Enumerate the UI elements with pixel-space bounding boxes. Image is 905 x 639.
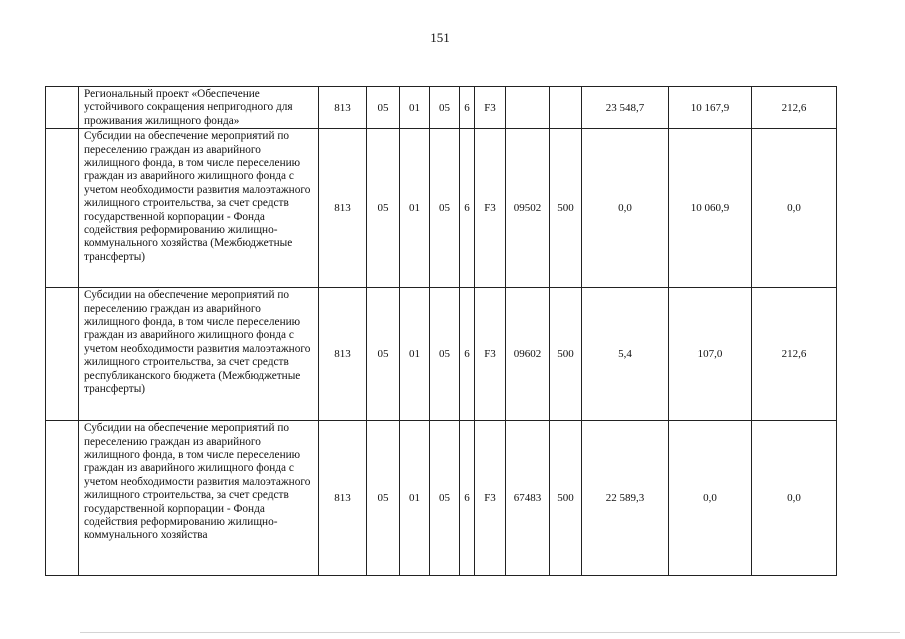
row-number-cell	[46, 421, 79, 576]
section-code-cell: 05	[367, 421, 400, 576]
section-code-cell: 05	[367, 87, 400, 129]
direction-code-cell: 67483	[506, 421, 550, 576]
row-number-cell	[46, 129, 79, 288]
subsection-code-cell: 01	[400, 288, 430, 421]
description-cell: Субсидии на обеспечение мероприятий по переселению граждан из аварийного жилищного фонда, в том числе переселению граждан из аварийного жилищного фонда с учетом необходимости развития малоэтажного жилищного строительства, за счет средств государственной корпорации - Фонда содействия реформированию жилищно-коммунального хозяйства	[79, 421, 319, 576]
direction-code-cell	[506, 87, 550, 129]
program-code-cell: 05	[430, 87, 460, 129]
row-number-cell	[46, 288, 79, 421]
table-row	[46, 129, 837, 288]
table-row	[46, 421, 837, 576]
description-cell: Субсидии на обеспечение мероприятий по переселению граждан из аварийного жилищного фонда, в том числе переселению граждан из аварийного жилищного фонда с учетом необходимости развития малоэтажного жилищного строительства, за счет средств республиканского бюджета (Межбюджетные трансферты)	[79, 288, 319, 421]
amount-3-cell: 212,6	[752, 87, 837, 129]
description-cell: Региональный проект «Обеспечение устойчивого сокращения непригодного для проживания жилищного фонда»	[79, 87, 319, 129]
ministry-code-cell: 813	[319, 421, 367, 576]
row-number-cell	[46, 87, 79, 129]
expense-type-cell: 500	[550, 129, 582, 288]
direction-code-cell: 09502	[506, 129, 550, 288]
expense-type-cell	[550, 87, 582, 129]
project-code-cell: F3	[475, 421, 506, 576]
amount-3-cell: 0,0	[752, 129, 837, 288]
amount-1-cell: 22 589,3	[582, 421, 669, 576]
ministry-code-cell: 813	[319, 87, 367, 129]
amount-1-cell: 0,0	[582, 129, 669, 288]
amount-2-cell: 0,0	[669, 421, 752, 576]
subsection-code-cell: 01	[400, 421, 430, 576]
scan-artifact-line	[80, 632, 900, 633]
subprogram-code-cell: 6	[460, 87, 475, 129]
amount-2-cell: 10 167,9	[669, 87, 752, 129]
amount-3-cell: 0,0	[752, 421, 837, 576]
page-number: 151	[430, 30, 450, 45]
expense-type-cell: 500	[550, 421, 582, 576]
ministry-code-cell: 813	[319, 288, 367, 421]
ministry-code-cell: 813	[319, 129, 367, 288]
section-code-cell: 05	[367, 288, 400, 421]
subprogram-code-cell: 6	[460, 421, 475, 576]
expense-type-cell: 500	[550, 288, 582, 421]
subsection-code-cell: 01	[400, 87, 430, 129]
budget-table	[45, 86, 837, 576]
program-code-cell: 05	[430, 421, 460, 576]
amount-2-cell: 10 060,9	[669, 129, 752, 288]
program-code-cell: 05	[430, 129, 460, 288]
subprogram-code-cell: 6	[460, 129, 475, 288]
direction-code-cell: 09602	[506, 288, 550, 421]
description-cell: Субсидии на обеспечение мероприятий по переселению граждан из аварийного жилищного фонда, в том числе переселению граждан из аварийного жилищного фонда с учетом необходимости развития малоэтажного жилищного строительства, за счет средств государственной корпорации - Фонда содействия реформированию жилищно-коммунального хозяйства (Межбюджетные трансферты)	[79, 129, 319, 288]
amount-1-cell: 5,4	[582, 288, 669, 421]
subprogram-code-cell: 6	[460, 288, 475, 421]
amount-2-cell: 107,0	[669, 288, 752, 421]
project-code-cell: F3	[475, 87, 506, 129]
amount-1-cell: 23 548,7	[582, 87, 669, 129]
table-row	[46, 288, 837, 421]
program-code-cell: 05	[430, 288, 460, 421]
project-code-cell: F3	[475, 129, 506, 288]
amount-3-cell: 212,6	[752, 288, 837, 421]
project-code-cell: F3	[475, 288, 506, 421]
table-row	[46, 87, 837, 129]
section-code-cell: 05	[367, 129, 400, 288]
subsection-code-cell: 01	[400, 129, 430, 288]
